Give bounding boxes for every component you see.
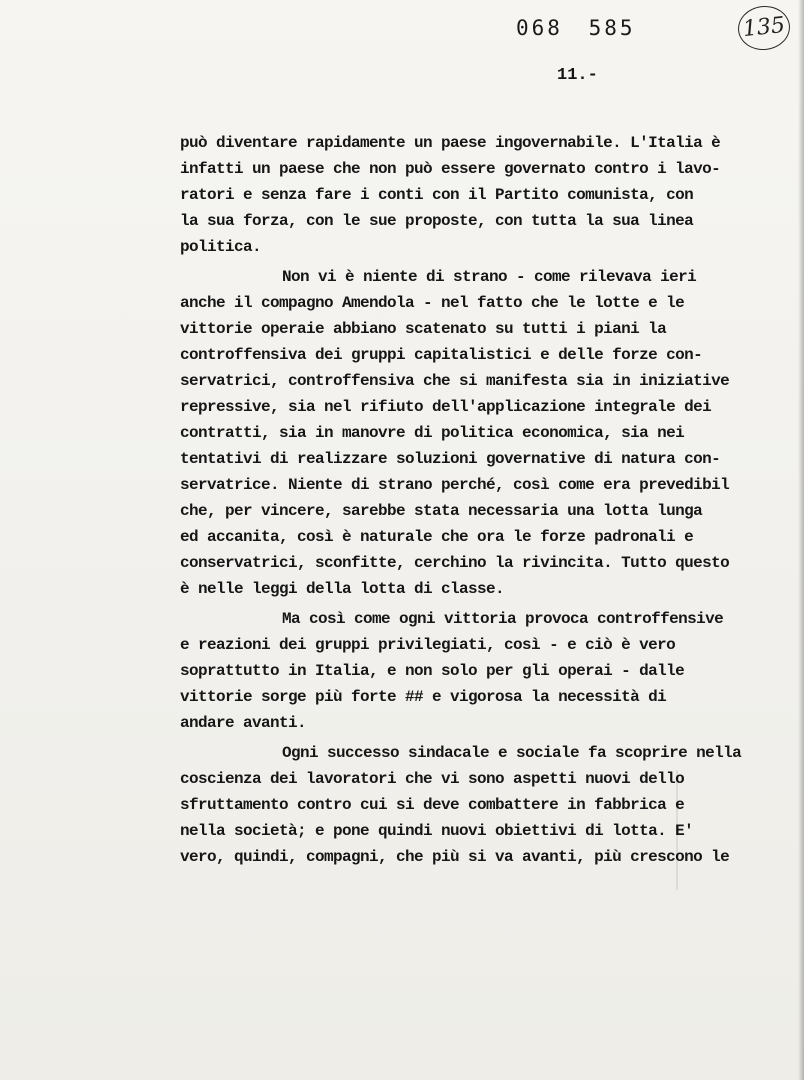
text-line: andare avanti. <box>180 714 307 732</box>
text-line: contratti, sia in manovre di politica economica, sia nei <box>180 424 685 442</box>
paragraph-1 <box>180 130 784 260</box>
text-line: controffensiva dei gruppi capitalistici e delle forze con- <box>180 346 703 364</box>
text-line: servatrice. Niente di strano perché, così come era prevedibil <box>180 476 730 494</box>
text-line: può diventare rapidamente un paese ingovernabile. L'Italia è <box>180 134 721 152</box>
text-line: Ogni successo sindacale e sociale fa scoprire nella <box>282 744 742 762</box>
text-line: tentativi di realizzare soluzioni governative di natura con- <box>180 450 721 468</box>
text-line: sfruttamento contro cui si deve combattere in fabbrica e <box>180 796 685 814</box>
text-line: la sua forza, con le sue proposte, con tutta la sua linea <box>180 212 694 230</box>
text-line: servatrici, controffensiva che si manifesta sia in iniziative <box>180 372 730 390</box>
scan-smudge <box>676 770 678 890</box>
text-line: Ma così come ogni vittoria provoca controffensive <box>282 610 724 628</box>
text-line: coscienza dei lavoratori che vi sono aspetti nuovi dello <box>180 770 685 788</box>
text-line: politica. <box>180 238 262 256</box>
body-text <box>180 130 784 870</box>
handwritten-circled-number: 135 <box>736 3 792 52</box>
page-edge-shadow <box>798 0 804 1080</box>
paragraph-3 <box>180 606 784 736</box>
text-line: è nelle leggi della lotta di classe. <box>180 580 505 598</box>
text-line: nella società; e pone quindi nuovi obiettivi di lotta. E' <box>180 822 694 840</box>
text-line: vittorie operaie abbiano scatenato su tutti i piani la <box>180 320 667 338</box>
text-line: conservatrici, sconfitte, cerchino la rivincita. Tutto questo <box>180 554 730 572</box>
page-number: 11.- <box>557 66 598 85</box>
text-line: che, per vincere, sarebbe stata necessaria una lotta lunga <box>180 502 703 520</box>
text-line: repressive, sia nel rifiuto dell'applicazione integrale dei <box>180 398 712 416</box>
paragraph-2 <box>180 264 784 602</box>
text-line: vittorie sorge più forte ## e vigorosa la necessità di <box>180 688 667 706</box>
text-line: vero, quindi, compagni, che più si va avanti, più crescono le <box>180 848 730 866</box>
text-line: anche il compagno Amendola - nel fatto che le lotte e le <box>180 294 685 312</box>
text-line: ratori e senza fare i conti con il Partito comunista, con <box>180 186 694 204</box>
text-line: ed accanita, così è naturale che ora le forze padronali e <box>180 528 694 546</box>
text-line: infatti un paese che non può essere governato contro i lavo- <box>180 160 721 178</box>
text-line: Non vi è niente di strano - come rilevava ieri <box>282 268 697 286</box>
paragraph-4 <box>180 740 784 870</box>
text-line: e reazioni dei gruppi privilegiati, così - e ciò è vero <box>180 636 676 654</box>
archive-number: 068 585 <box>516 16 636 40</box>
text-line: soprattutto in Italia, e non solo per gli operai - dalle <box>180 662 685 680</box>
